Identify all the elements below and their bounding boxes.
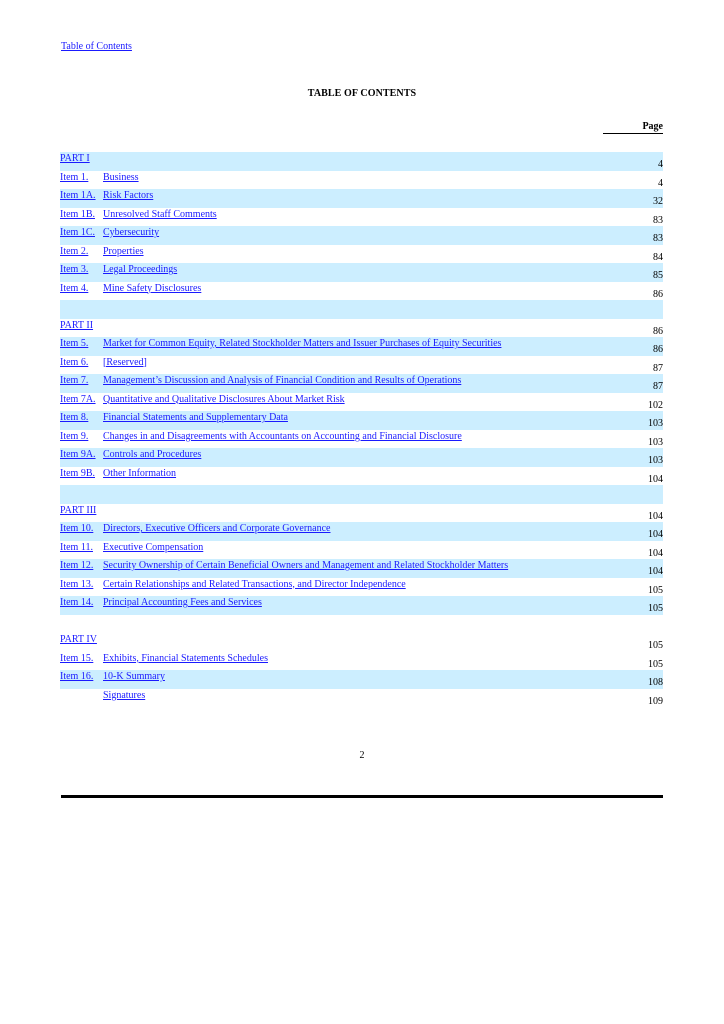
toc-page-number: 104 xyxy=(648,473,663,485)
toc-description-link[interactable]: [Reserved] xyxy=(103,356,147,368)
toc-item-link[interactable]: Item 16. xyxy=(60,671,94,682)
toc-item-link[interactable]: Item 7A. xyxy=(60,393,96,405)
toc-row xyxy=(60,467,663,486)
toc-row xyxy=(60,189,663,208)
toc-description-link[interactable]: Cybersecurity xyxy=(103,227,160,238)
toc-row xyxy=(60,319,663,338)
toc-row xyxy=(60,504,663,523)
toc-item-link[interactable]: Item 5. xyxy=(60,338,89,349)
toc-row xyxy=(60,689,663,708)
toc-description-link[interactable]: Quantitative and Qualitative Disclosures About Market Risk xyxy=(103,393,345,405)
toc-item-link[interactable]: PART II xyxy=(60,319,94,331)
toc-page-number: 105 xyxy=(648,603,663,614)
toc-page-number: 32 xyxy=(653,196,663,207)
toc-row xyxy=(60,652,663,671)
toc-row xyxy=(60,522,663,541)
toc-row xyxy=(60,152,663,171)
page-column-header: Page xyxy=(603,121,663,134)
toc-page-number: 104 xyxy=(648,529,663,540)
toc-row xyxy=(60,356,663,375)
toc-table xyxy=(60,152,663,707)
toc-item-link[interactable]: Item 1. xyxy=(60,171,89,183)
toc-spacer xyxy=(60,485,663,504)
toc-page-number: 104 xyxy=(648,566,663,577)
toc-item-link[interactable]: Item 13. xyxy=(60,578,94,590)
toc-item-link[interactable]: Item 9B. xyxy=(60,467,95,479)
toc-page-number: 86 xyxy=(653,325,663,337)
toc-row xyxy=(60,282,663,301)
toc-row xyxy=(60,670,663,689)
toc-item-link[interactable]: Item 4. xyxy=(60,282,89,294)
toc-page-number: 105 xyxy=(648,640,663,651)
toc-description-link[interactable]: Exhibits, Financial Statements Schedules xyxy=(103,652,268,664)
page-divider xyxy=(61,795,663,798)
toc-description-link[interactable]: Mine Safety Disclosures xyxy=(103,282,202,294)
toc-description-link[interactable]: 10-K Summary xyxy=(103,671,165,682)
toc-item-link[interactable]: Item 10. xyxy=(60,523,94,534)
toc-page-number: 105 xyxy=(648,584,663,596)
table-of-contents-link[interactable]: Table of Contents xyxy=(61,41,132,52)
toc-row xyxy=(60,430,663,449)
toc-description-link[interactable]: Principal Accounting Fees and Services xyxy=(103,597,262,608)
toc-page-number: 103 xyxy=(648,455,663,466)
toc-row xyxy=(60,541,663,560)
toc-item-link[interactable]: Item 9. xyxy=(60,430,89,442)
toc-page-number: 109 xyxy=(648,695,663,707)
toc-row xyxy=(60,208,663,227)
toc-item-link[interactable]: PART IV xyxy=(60,634,97,645)
toc-item-link[interactable]: Item 1B. xyxy=(60,208,95,220)
toc-row xyxy=(60,226,663,245)
toc-item-link[interactable]: Item 8. xyxy=(60,412,89,423)
toc-item-link[interactable]: PART III xyxy=(60,504,97,516)
toc-description-link[interactable]: Changes in and Disagreements with Accountants on Accounting and Financial Disclosure xyxy=(103,430,462,442)
toc-page-number: 84 xyxy=(653,251,663,263)
toc-description-link[interactable]: Other Information xyxy=(103,467,177,479)
toc-row xyxy=(60,448,663,467)
toc-spacer xyxy=(60,615,663,634)
toc-item-link[interactable]: Item 9A. xyxy=(60,449,96,460)
toc-page-number: 108 xyxy=(648,677,663,688)
toc-description-link[interactable]: Certain Relationships and Related Transactions, and Director Independence xyxy=(103,578,406,590)
toc-item-link[interactable]: Item 2. xyxy=(60,245,89,257)
page-title: TABLE OF CONTENTS xyxy=(307,88,417,99)
toc-row xyxy=(60,171,663,190)
toc-spacer xyxy=(60,300,663,319)
toc-item-link[interactable]: PART I xyxy=(60,153,90,164)
toc-row xyxy=(60,411,663,430)
toc-page-number: 83 xyxy=(653,214,663,226)
toc-description-link[interactable]: Risk Factors xyxy=(103,190,154,201)
toc-description-link[interactable]: Legal Proceedings xyxy=(103,264,178,275)
toc-page-number: 86 xyxy=(653,288,663,300)
toc-page-number: 83 xyxy=(653,233,663,244)
toc-page-number: 103 xyxy=(648,418,663,429)
toc-item-link[interactable]: Item 6. xyxy=(60,356,89,368)
toc-page-number: 104 xyxy=(648,510,663,522)
toc-description-link[interactable]: Unresolved Staff Comments xyxy=(103,208,217,220)
toc-description-link[interactable]: Market for Common Equity, Related Stockholder Matters and Issuer Purchases of Equity Securities xyxy=(103,338,502,349)
toc-description-link[interactable]: Properties xyxy=(103,245,144,257)
toc-row xyxy=(60,245,663,264)
toc-item-link[interactable]: Item 1A. xyxy=(60,190,96,201)
toc-row xyxy=(60,263,663,282)
toc-description-link[interactable]: Financial Statements and Supplementary Data xyxy=(103,412,288,423)
toc-item-link[interactable]: Item 15. xyxy=(60,652,94,664)
toc-row xyxy=(60,578,663,597)
toc-item-link[interactable]: Item 1C. xyxy=(60,227,95,238)
toc-item-link[interactable]: Item 11. xyxy=(60,541,93,553)
toc-item-link[interactable]: Item 7. xyxy=(60,375,89,386)
toc-page-number: 104 xyxy=(648,547,663,559)
toc-item-link[interactable]: Item 3. xyxy=(60,264,89,275)
toc-page-number: 87 xyxy=(653,362,663,374)
toc-item-link[interactable]: Item 12. xyxy=(60,560,94,571)
toc-row xyxy=(60,374,663,393)
toc-description-link[interactable]: Controls and Procedures xyxy=(103,449,202,460)
toc-page-number: 105 xyxy=(648,658,663,670)
toc-row xyxy=(60,596,663,615)
toc-item-link[interactable]: Item 14. xyxy=(60,597,94,608)
toc-page-number: 4 xyxy=(658,177,663,189)
toc-page-number: 103 xyxy=(648,436,663,448)
toc-description-link[interactable]: Security Ownership of Certain Beneficial Owners and Management and Related Stockholder Matters xyxy=(103,560,509,571)
toc-page-number: 87 xyxy=(653,381,663,392)
toc-page-number: 85 xyxy=(653,270,663,281)
toc-description-link[interactable]: Management’s Discussion and Analysis of Financial Condition and Results of Operations xyxy=(103,375,462,386)
toc-row xyxy=(60,337,663,356)
toc-description-link[interactable]: Signatures xyxy=(103,689,146,701)
toc-page-number: 102 xyxy=(648,399,663,411)
toc-description-link[interactable]: Business xyxy=(103,171,139,183)
toc-row xyxy=(60,393,663,412)
toc-row xyxy=(60,559,663,578)
toc-page-number: 4 xyxy=(658,159,663,170)
toc-description-link[interactable]: Directors, Executive Officers and Corporate Governance xyxy=(103,523,331,534)
page-number: 2 xyxy=(359,750,365,761)
toc-row xyxy=(60,633,663,652)
toc-page-number: 86 xyxy=(653,344,663,355)
toc-description-link[interactable]: Executive Compensation xyxy=(103,541,204,553)
